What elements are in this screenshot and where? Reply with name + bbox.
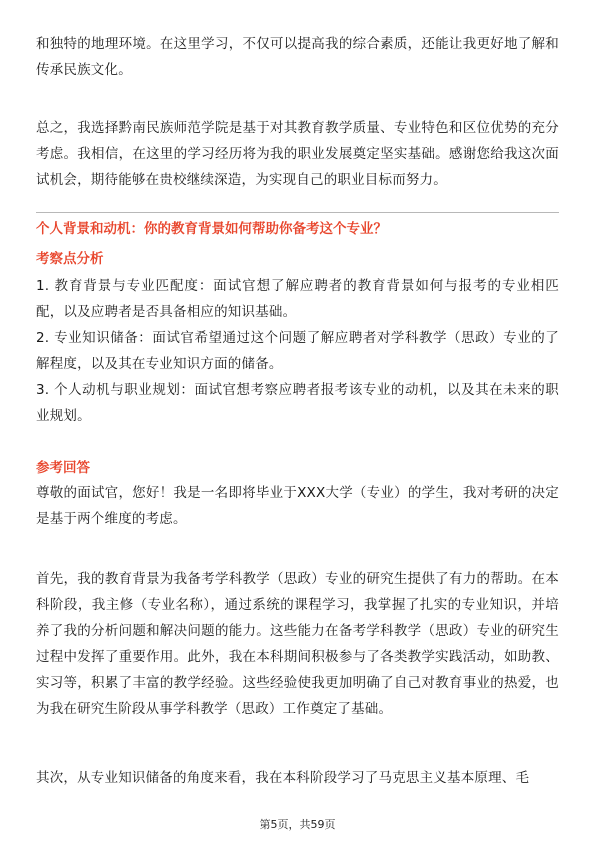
analysis-item: 1. 教育背景与专业匹配度：面试官想了解应聘者的教育背景如何与报考的专业相匹配，以及应聘者是否具备相应的知识基础。 — [36, 278, 559, 320]
analysis-item: 3. 个人动机与职业规划：面试官想考察应聘者报考该专业的动机，以及其在未来的职业规划。 — [36, 382, 559, 424]
analysis-list — [36, 273, 559, 429]
question-title: 个人背景和动机：你的教育背景如何帮助你备考这个专业？ — [36, 221, 387, 237]
analysis-heading: 考察点分析 — [36, 251, 104, 267]
answer-greeting-paragraph: 尊敬的面试官，您好！我是一名即将毕业于XXX大学（专业）的学生，我对考研的决定是基于两个维度的考虑。 — [36, 485, 559, 527]
conclusion-paragraph: 总之，我选择黔南民族师范学院是基于对其教育教学质量、专业特色和区位优势的充分考虑。我相信，在这里的学习经历将为我的职业发展奠定坚实基础。感谢您给我这次面试机会，期待能够在贵校继续深造，为实现自己的职业目标而努力。 — [36, 120, 559, 188]
answer-heading: 参考回答 — [36, 460, 90, 476]
intro-tail-paragraph: 和独特的地理环境。在这里学习，不仅可以提高我的综合素质，还能让我更好地了解和传承民族文化。 — [36, 36, 559, 78]
page-indicator: 第5页，共59页 — [259, 818, 336, 831]
section-divider — [36, 212, 559, 213]
answer-first-paragraph: 首先，我的教育背景为我备考学科教学（思政）专业的研究生提供了有力的帮助。在本科阶段，我主修（专业名称），通过系统的课程学习，我掌握了扎实的专业知识，并培养了我的分析问题和解决问题的能力。这些能力在备考学科教学（思政）专业的研究生过程中发挥了重要作用。此外，我在本科期间积极参与了各类教学实践活动，如助教、实习等，积累了丰富的教学经验。这些经验使我更加明确了自己对教育事业的热爱，也为我在研究生阶段从事学科教学（思政）工作奠定了基础。 — [36, 571, 559, 717]
analysis-item: 2. 专业知识储备：面试官希望通过这个问题了解应聘者对学科教学（思政）专业的了解程度，以及其在专业知识方面的储备。 — [36, 330, 559, 372]
answer-second-paragraph: 其次，从专业知识储备的角度来看，我在本科阶段学习了马克思主义基本原理、毛 — [36, 770, 530, 786]
